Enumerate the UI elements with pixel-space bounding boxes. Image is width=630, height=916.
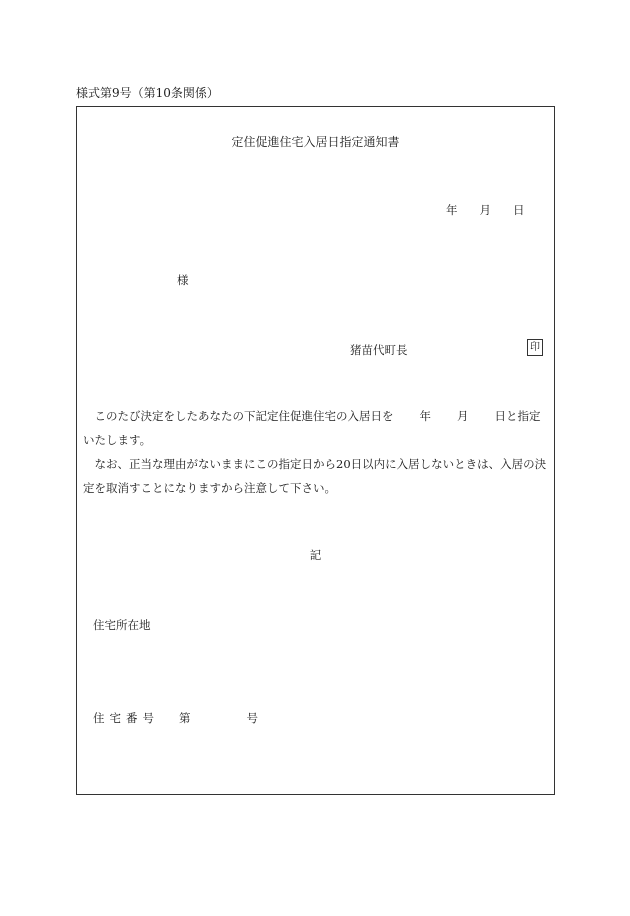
body-line-1-end: 日と指定 (494, 409, 541, 423)
notice-frame (76, 106, 555, 795)
house-number-line (93, 710, 258, 726)
house-number-label: 住宅番号 (93, 711, 159, 725)
notice-body (83, 404, 553, 500)
document-title: 定住促進住宅入居日指定通知書 (231, 135, 400, 149)
date-month-label: 月 (479, 203, 491, 217)
body-line-4: 定を取消すことになりますから注意して下さい。 (83, 481, 336, 495)
date-line (446, 202, 525, 218)
house-number-suffix: 号 (246, 711, 258, 725)
date-year-label: 年 (446, 203, 458, 217)
body-year-label: 年 (419, 409, 431, 423)
form-number: 様式第9号（第10条関係） (76, 86, 219, 100)
body-line-1 (83, 404, 553, 428)
body-line-3: なお、正当な理由がないままにこの指定日から20日以内に入居しないときは、入居の決 (83, 457, 547, 471)
body-line-1-text: このたび決定をしたあなたの下記定住促進住宅の入居日を (83, 409, 394, 423)
addressee-suffix: 様 (177, 273, 189, 287)
house-number-prefix: 第 (179, 711, 191, 725)
house-location-label: 住宅所在地 (93, 618, 151, 632)
ki-heading: 記 (309, 548, 322, 562)
body-line-2: いたします。 (83, 433, 152, 447)
body-month-label: 月 (457, 409, 469, 423)
seal-mark: 印 (527, 339, 543, 356)
issuer-name: 猪苗代町長 (350, 343, 408, 357)
date-day-label: 日 (513, 203, 525, 217)
